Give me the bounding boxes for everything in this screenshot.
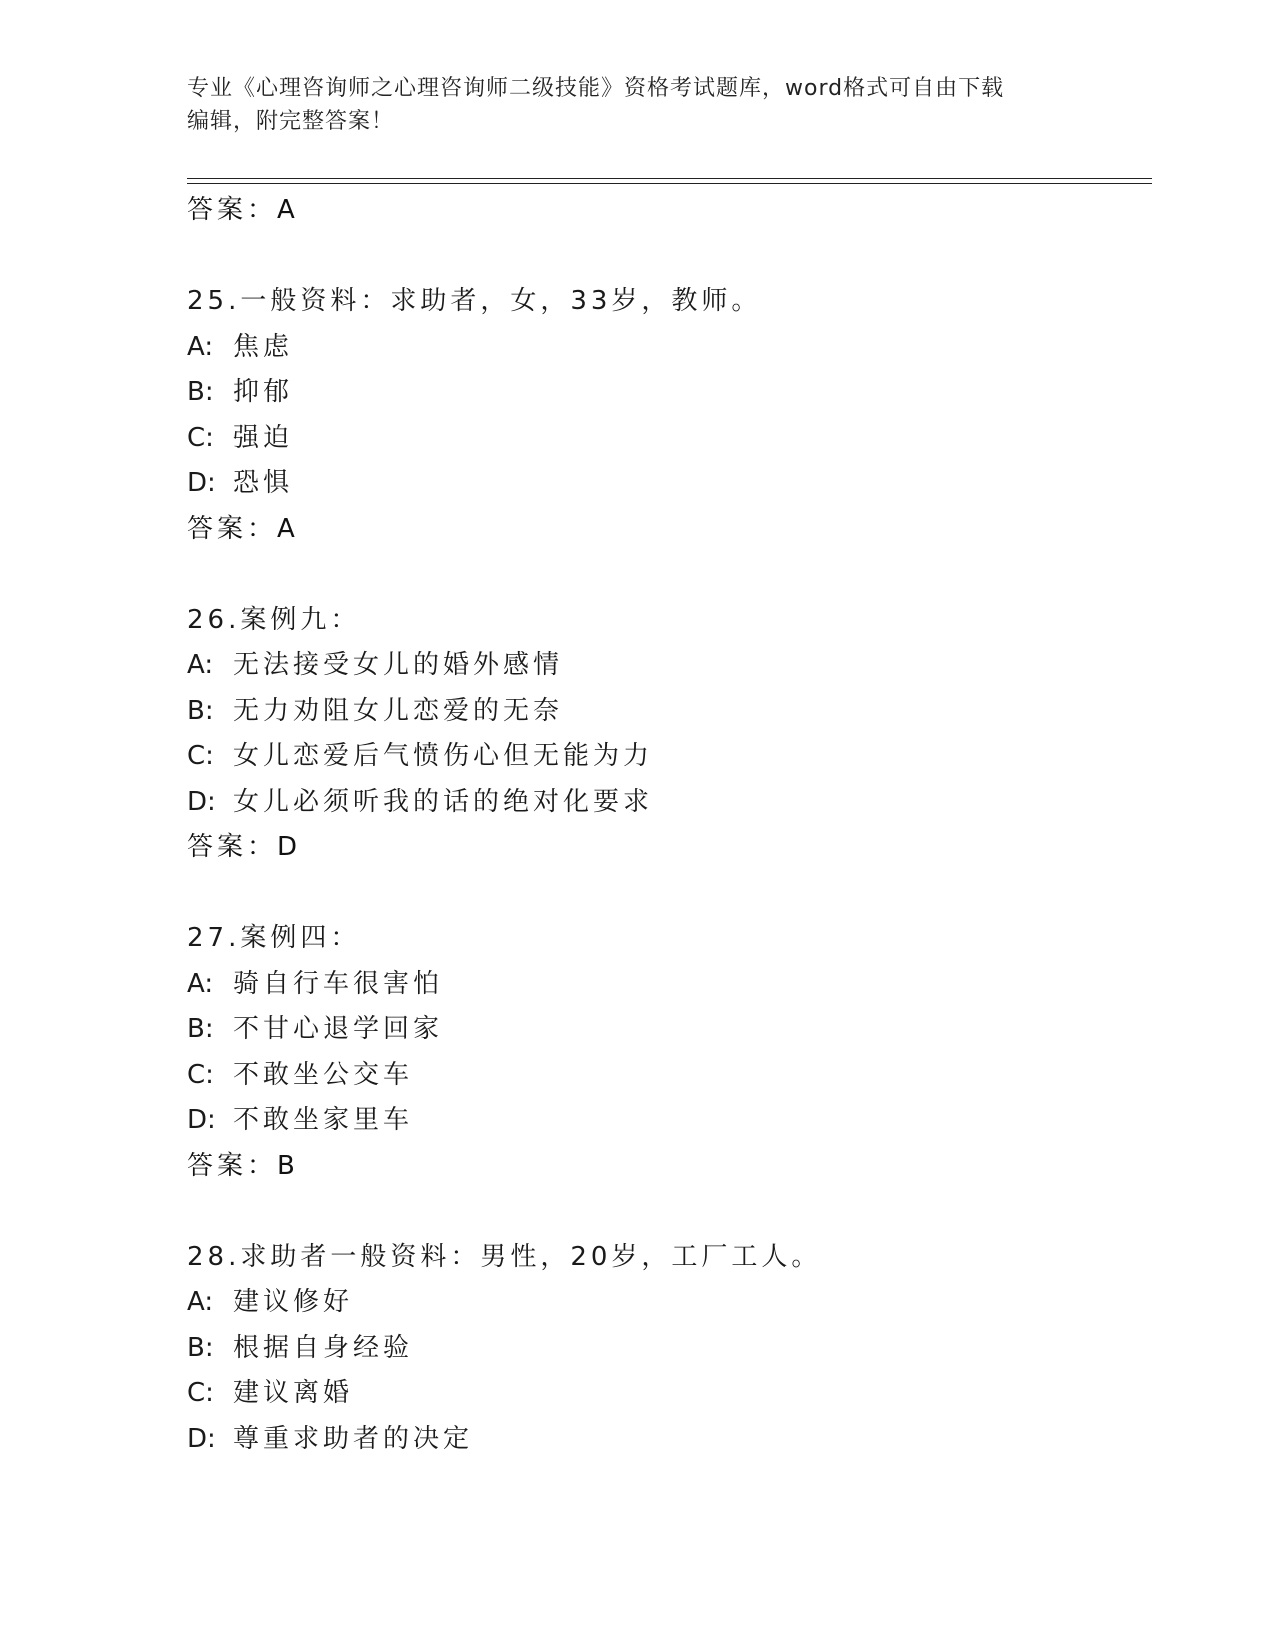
option-letter: D: [187, 786, 216, 817]
option-c [187, 1053, 1147, 1099]
answer-line: 答案：A [187, 195, 299, 225]
spacer [187, 1189, 1147, 1235]
option-text: 尊重求助者的决定 [233, 1423, 474, 1454]
option-letter: A: [187, 331, 214, 362]
option-text: 根据自身经验 [233, 1332, 414, 1363]
option-letter: A: [187, 1287, 214, 1317]
option-text: 强迫 [233, 422, 294, 453]
option-letter: B: [187, 1014, 214, 1044]
option-letter: C: [187, 1378, 214, 1408]
option-text: 无法接受女儿的婚外感情 [233, 650, 564, 680]
answer-line: 答案：A [187, 513, 299, 544]
option-letter: C: [187, 741, 214, 771]
question-list [187, 188, 1147, 1462]
option-a [187, 325, 1147, 371]
option-c [187, 734, 1147, 780]
option-letter: D: [187, 1105, 216, 1135]
document-header [187, 72, 1087, 138]
option-letter: B: [187, 1332, 214, 1363]
option-text: 抑郁 [233, 377, 294, 407]
option-text: 恐惧 [233, 468, 294, 498]
option-text: 建议离婚 [233, 1378, 354, 1408]
option-letter: D: [187, 1423, 216, 1454]
option-text: 女儿必须听我的话的绝对化要求 [233, 786, 654, 817]
option-b [187, 689, 1147, 735]
header-line-2: 编辑，附完整答案！ [187, 109, 395, 134]
question-26: 26.案例九： [187, 604, 361, 635]
question-25: 25.一般资料：求助者，女，33岁，教师。 [187, 286, 762, 316]
option-b [187, 370, 1147, 416]
option-letter: A: [187, 650, 214, 680]
option-a [187, 962, 1147, 1008]
header-rule-bottom [187, 183, 1152, 184]
option-b [187, 1007, 1147, 1053]
header-rule-top [187, 178, 1152, 179]
option-text: 焦虑 [233, 331, 294, 362]
option-text: 女儿恋爱后气愤伤心但无能为力 [233, 741, 654, 771]
spacer [187, 552, 1147, 598]
option-letter: D: [187, 468, 216, 498]
answer-line: 答案：D [187, 832, 302, 862]
question-28: 28.求助者一般资料：男性，20岁，工厂工人。 [187, 1241, 822, 1272]
option-d [187, 461, 1147, 507]
option-d [187, 1098, 1147, 1144]
option-a [187, 1280, 1147, 1326]
option-text: 无力劝阻女儿恋爱的无奈 [233, 695, 564, 726]
option-letter: B: [187, 695, 214, 726]
option-d [187, 780, 1147, 826]
option-letter: A: [187, 968, 214, 999]
option-letter: B: [187, 377, 214, 407]
option-c [187, 1371, 1147, 1417]
option-c [187, 416, 1147, 462]
option-text: 骑自行车很害怕 [233, 968, 444, 999]
header-line-1: 专业《心理咨询师之心理咨询师二级技能》资格考试题库，word格式可自由下载 [187, 76, 1005, 101]
question-27: 27.案例四： [187, 923, 361, 953]
spacer [187, 871, 1147, 917]
option-text: 不敢坐公交车 [233, 1059, 414, 1090]
option-text: 建议修好 [233, 1287, 354, 1317]
option-a [187, 643, 1147, 689]
option-letter: C: [187, 1059, 214, 1090]
option-text: 不敢坐家里车 [233, 1105, 414, 1135]
option-text: 不甘心退学回家 [233, 1014, 444, 1044]
spacer [187, 234, 1147, 280]
option-b [187, 1326, 1147, 1372]
option-letter: C: [187, 422, 214, 453]
answer-line: 答案：B [187, 1150, 299, 1181]
option-d [187, 1417, 1147, 1463]
